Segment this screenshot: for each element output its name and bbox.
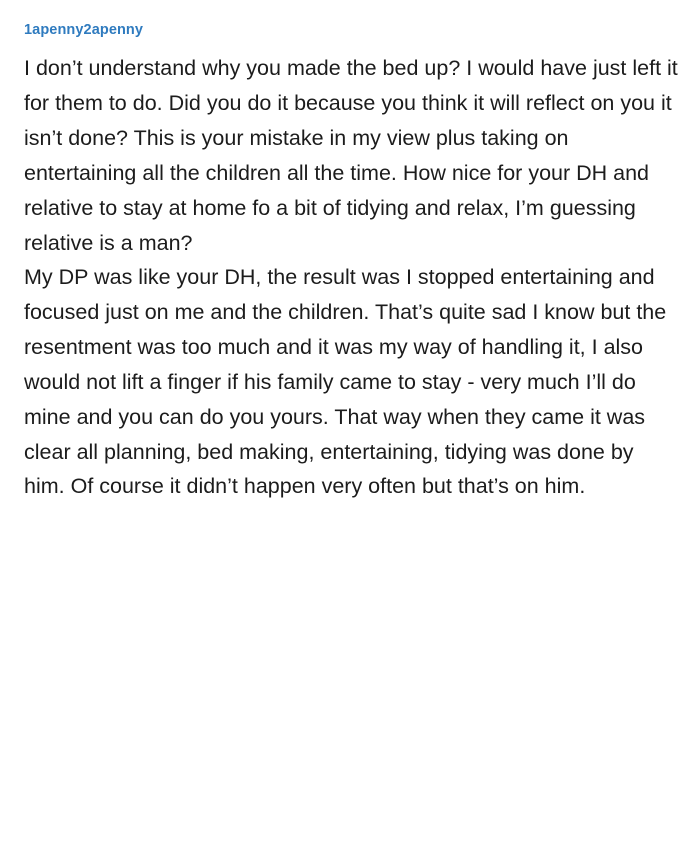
comment-paragraph: My DP was like your DH, the result was I stopped entertaining and focused just on me and the children. That’s quite sad I know but the resentment was too much and it was my way of handling it, I also would not lift a finger if his family came to stay - very much I’ll do mine and you can do you yours. That way when they came it was clear all planning, bed making, entertaining, tidying was done by him. Of course it didn’t happen very often but that’s on him. — [24, 265, 667, 499]
comment-paragraph: I don’t understand why you made the bed up? I would have just left it for them to do. Did you do it because you think it will reflect on you it isn’t done? This is your mistake in my view plus taking on entertaining all the children all the time. How nice for your DH and relative to stay at home fo a bit of tidying and relax, I’m guessing relative is a man? — [24, 56, 678, 255]
comment-author-link[interactable]: 1apenny2apenny — [24, 22, 144, 38]
comment-body — [24, 51, 678, 504]
